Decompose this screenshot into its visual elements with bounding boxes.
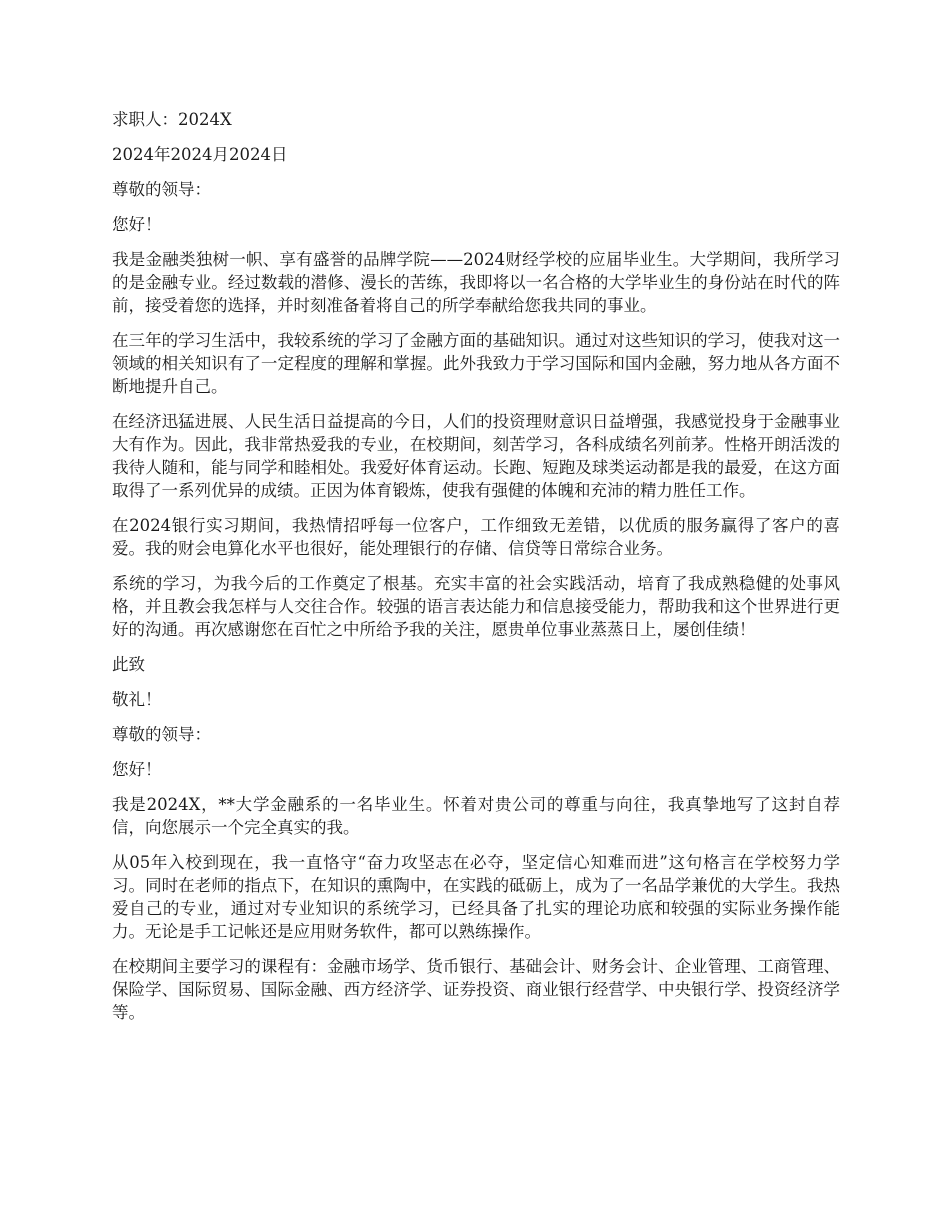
body-paragraph: 在2024银行实习期间，我热情招呼每一位客户，工作细致无差错，以优质的服务赢得了客户的喜爱。我的财会电算化水平也很好，能处理银行的存储、信贷等日常综合业务。	[112, 516, 840, 558]
greeting: 您好！	[112, 215, 162, 234]
closing-line: 此致	[112, 655, 145, 674]
body-paragraph: 系统的学习，为我今后的工作奠定了根基。充实丰富的社会实践活动，培育了我成熟稳健的处事风格，并且教会我怎样与人交往合作。较强的语言表达能力和信息接受能力，帮助我和这个世界进行更好的沟通。再次感谢您在百忙之中所给予我的关注，愿贵单位事业蒸蒸日上，屡创佳绩！	[112, 574, 840, 639]
salutation: 尊敬的领导：	[112, 180, 211, 199]
date-line: 2024年2024月2024日	[112, 145, 288, 164]
body-paragraph: 我是2024X，**大学金融系的一名毕业生。怀着对贵公司的尊重与向往，我真挚地写了这封自荐信，向您展示一个完全真实的我。	[112, 795, 840, 837]
greeting: 您好！	[112, 760, 162, 779]
body-paragraph: 在校期间主要学习的课程有：金融市场学、货币银行、基础会计、财务会计、企业管理、工商管理、保险学、国际贸易、国际金融、西方经济学、证券投资、商业银行经营学、中央银行学、投资经济学等。	[112, 957, 840, 1022]
body-paragraph: 在三年的学习生活中，我较系统的学习了金融方面的基础知识。通过对这些知识的学习，使我对这一领域的相关知识有了一定程度的理解和掌握。此外我致力于学习国际和国内金融，努力地从各方面不断地提升自己。	[112, 331, 840, 396]
closing-regards: 敬礼！	[112, 690, 162, 709]
applicant-line: 求职人：2024X	[112, 110, 232, 129]
salutation: 尊敬的领导：	[112, 725, 211, 744]
body-paragraph: 从05年入校到现在，我一直恪守“奋力攻坚志在必夺，坚定信心知难而进”这句格言在学校努力学习。同时在老师的指点下，在知识的熏陶中，在实践的砥砺上，成为了一名品学兼优的大学生。我热爱自己的专业，通过对专业知识的系统学习，已经具备了扎实的理论功底和较强的实际业务操作能力。无论是手工记帐还是应用财务软件，都可以熟练操作。	[112, 853, 840, 941]
body-paragraph: 我是金融类独树一帜、享有盛誉的品牌学院——2024财经学校的应届毕业生。大学期间，我所学习的是金融专业。经过数载的潜修、漫长的苦练，我即将以一名合格的大学毕业生的身份站在时代的阵前，接受着您的选择，并时刻准备着将自己的所学奉献给您我共同的事业。	[112, 250, 840, 315]
body-paragraph: 在经济迅猛进展、人民生活日益提高的今日，人们的投资理财意识日益增强，我感觉投身于金融事业大有作为。因此，我非常热爱我的专业，在校期间，刻苦学习，各科成绩名列前茅。性格开朗活泼的我待人随和，能与同学和睦相处。我爱好体育运动。长跑、短跑及球类运动都是我的最爱，在这方面取得了一系列优异的成绩。正因为体育锻炼，使我有强健的体魄和充沛的精力胜任工作。	[112, 412, 840, 500]
document-body	[112, 108, 840, 1036]
